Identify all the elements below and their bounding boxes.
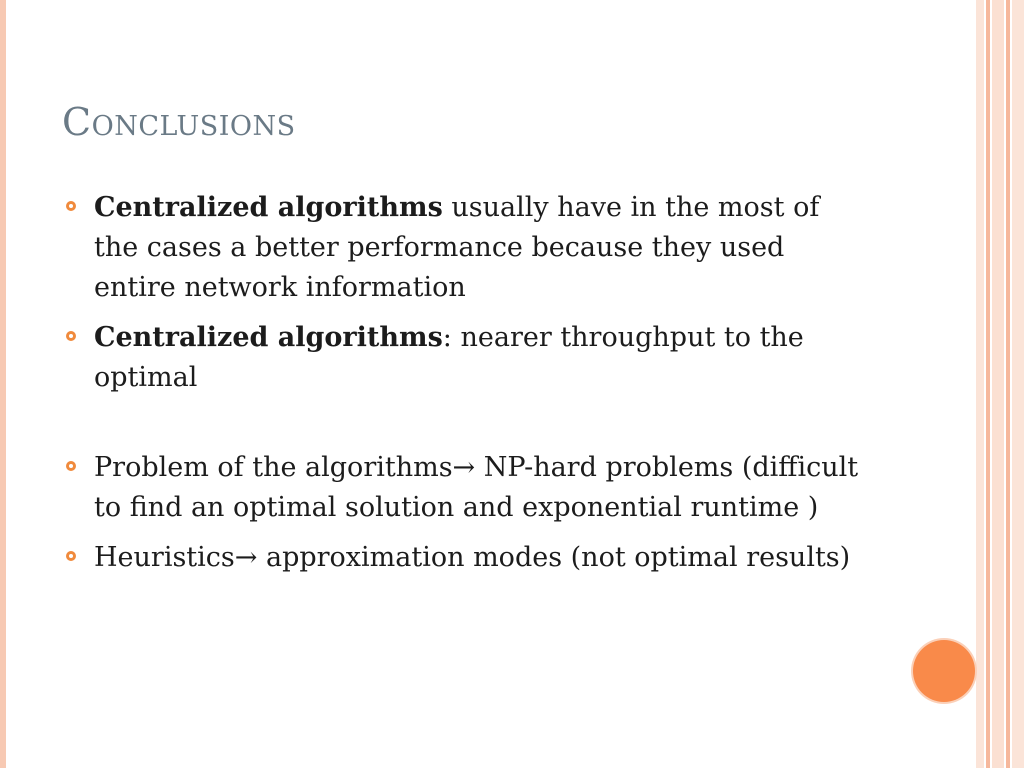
bullet-item: [62, 188, 862, 308]
left-border-decoration: [0, 0, 6, 768]
right-stripe-decoration: [976, 0, 1024, 768]
bullet-bold-text: Centralized algorithms: [94, 192, 443, 223]
bullet-text: Problem of the algorithms→ NP-hard problems (difficult to find an optimal solution and exponential runtime ): [94, 452, 859, 523]
orange-circle-decoration: [913, 640, 975, 702]
bullet-circle-icon: [66, 331, 76, 341]
bullet-item: [62, 538, 862, 578]
bullet-text: usually have in the most of the cases a better performance because they used entire network information: [94, 192, 820, 303]
bullet-circle-icon: [66, 551, 76, 561]
stripe: [1006, 0, 1010, 768]
slide-title: Conclusions: [62, 100, 296, 144]
stripe: [986, 0, 990, 768]
bullet-item: [62, 318, 862, 398]
stripe: [992, 0, 1004, 768]
stripe: [976, 0, 984, 768]
bullet-item: [62, 448, 862, 528]
bullet-list: [62, 188, 862, 588]
bullet-text: Heuristics→ approximation modes (not optimal results): [94, 542, 851, 573]
bullet-text: : nearer throughput to the optimal: [94, 322, 804, 393]
stripe: [1012, 0, 1024, 768]
bullet-circle-icon: [66, 461, 76, 471]
bullet-bold-text: Centralized algorithms: [94, 322, 443, 353]
bullet-circle-icon: [66, 201, 76, 211]
